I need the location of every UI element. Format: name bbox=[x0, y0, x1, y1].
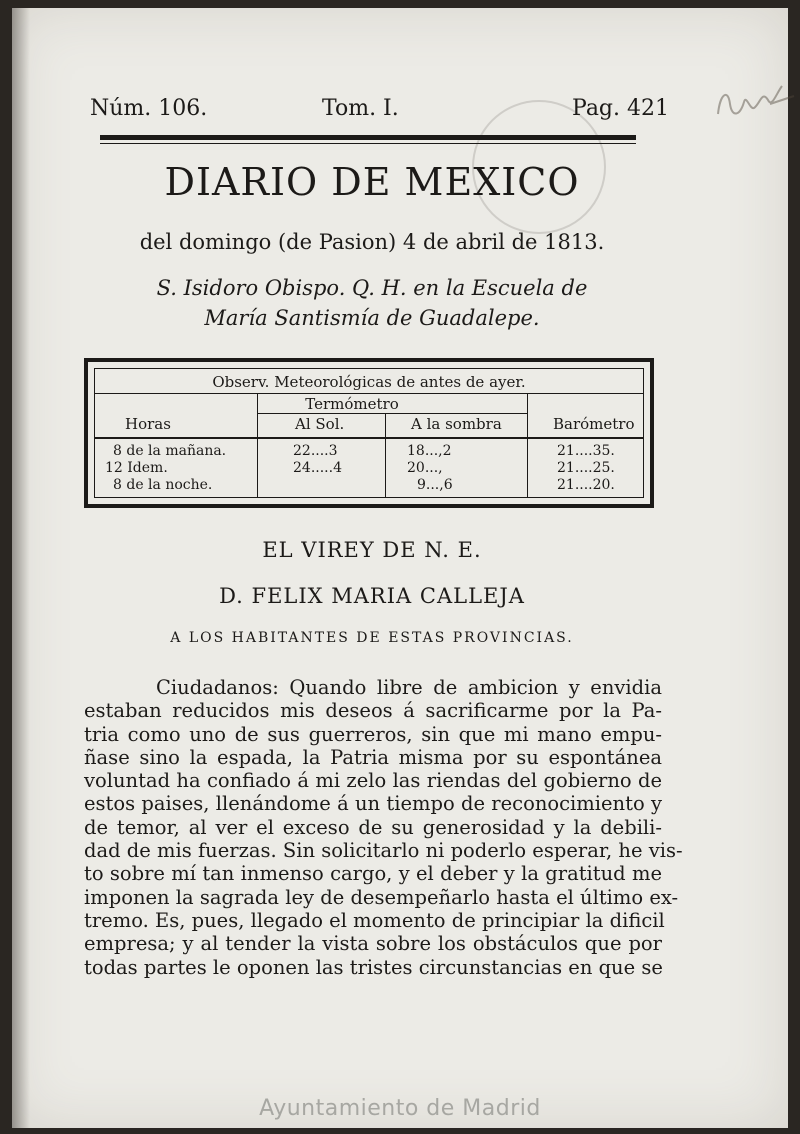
thermometer-header: Termómetro bbox=[305, 395, 399, 413]
body-line: to sobre mí tan inmenso cargo, y el deber y la gratitud me bbox=[84, 862, 662, 886]
column-header-shade: A la sombra bbox=[411, 415, 502, 433]
meteorological-table bbox=[84, 358, 654, 508]
column-divider bbox=[385, 413, 386, 497]
issue-header bbox=[90, 96, 670, 126]
body-line: todas partes le oponen las tristes circunstancias en que se bbox=[84, 955, 663, 979]
row-barometer-value: 21....25. bbox=[557, 460, 615, 476]
body-line: tria como uno de sus guerreros, sin que mi mano empu- bbox=[84, 722, 662, 746]
meteorological-table-inner bbox=[94, 368, 644, 498]
body-line: estos paises, llenándome á un tiempo de reconocimiento y bbox=[84, 792, 662, 816]
page-edge-shadow bbox=[12, 8, 30, 1128]
newspaper-page bbox=[12, 8, 788, 1128]
saint-of-the-day-line2: María Santismía de Guadalepe. bbox=[204, 306, 540, 330]
table-rule bbox=[95, 393, 643, 394]
body-line: empresa; y al tender la vista sobre los obstáculos que por bbox=[84, 932, 662, 956]
column-header-sun: Al Sol. bbox=[295, 415, 345, 433]
body-line: imponen la sagrada ley de desempeñarlo hasta el último ex- bbox=[84, 885, 679, 909]
header-rule-thin bbox=[100, 143, 636, 144]
row-barometer-value: 21....20. bbox=[557, 477, 615, 493]
handwritten-mark bbox=[710, 74, 800, 134]
row-sun-value: 24.....4 bbox=[293, 460, 342, 476]
column-divider bbox=[527, 393, 528, 497]
body-line: de temor, al ver el exceso de su generosidad y la debili- bbox=[84, 815, 662, 839]
body-line: dad de mis fuerzas. Sin solicitarlo ni poderlo esperar, he vis- bbox=[84, 839, 683, 863]
column-header-hours: Horas bbox=[125, 415, 171, 433]
article-title: EL VIREY DE N. E. bbox=[262, 538, 482, 562]
article-body bbox=[84, 676, 683, 979]
dateline: del domingo (de Pasion) 4 de abril de 1813. bbox=[139, 230, 605, 254]
row-shade-value: 9...,6 bbox=[417, 477, 453, 493]
row-hour: 8 de la mañana. bbox=[113, 443, 227, 459]
row-shade-value: 20..., bbox=[407, 460, 443, 476]
article-author: D. FELIX MARIA CALLEJA bbox=[219, 584, 525, 608]
meteorological-title: Observ. Meteorológicas de antes de ayer. bbox=[212, 373, 526, 391]
row-sun-value: 22....3 bbox=[293, 443, 338, 459]
volume-number: Tom. I. bbox=[322, 96, 399, 121]
body-line: tremo. Es, pues, llegado el momento de principiar la dificil bbox=[84, 908, 665, 932]
column-divider bbox=[257, 393, 258, 497]
body-line: ñase sino la espada, la Patria misma por su espontánea bbox=[84, 745, 662, 769]
header-rule bbox=[100, 135, 636, 140]
body-line: estaban reducidos mis deseos á sacrificarme por la Pa- bbox=[84, 699, 662, 723]
table-rule bbox=[95, 437, 643, 439]
body-line: voluntad ha confiado á mi zelo las riendas del gobierno de bbox=[84, 769, 662, 793]
row-hour: 12 Idem. bbox=[105, 460, 168, 476]
column-header-barometer: Barómetro bbox=[553, 415, 635, 433]
article-address: A LOS HABITANTES DE ESTAS PROVINCIAS. bbox=[170, 630, 574, 646]
page-number: Pag. 421 bbox=[572, 96, 669, 121]
issue-number: Núm. 106. bbox=[90, 96, 208, 121]
row-barometer-value: 21....35. bbox=[557, 443, 615, 459]
archive-watermark: Ayuntamiento de Madrid bbox=[259, 1096, 541, 1121]
saint-of-the-day-line1: S. Isidoro Obispo. Q. H. en la Escuela de bbox=[156, 276, 588, 300]
newspaper-title: DIARIO DE MEXICO bbox=[164, 160, 580, 204]
row-hour: 8 de la noche. bbox=[113, 477, 213, 493]
table-rule bbox=[257, 413, 527, 414]
body-line: Ciudadanos: Quando libre de ambicion y envidia bbox=[156, 676, 662, 699]
row-shade-value: 18...,2 bbox=[407, 443, 452, 459]
